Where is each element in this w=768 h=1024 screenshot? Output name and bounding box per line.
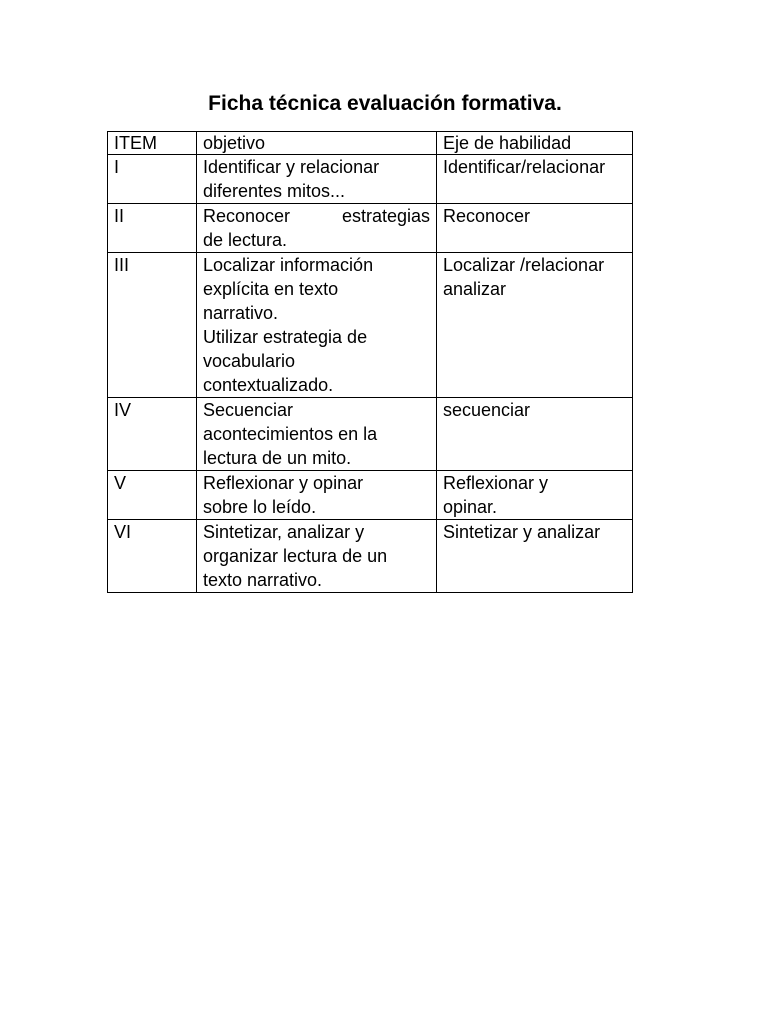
- table-row: [108, 471, 633, 520]
- item-cell: III: [108, 253, 197, 398]
- objetivo-text: Secuenciar acontecimientos en la lectura de un mito.: [203, 400, 378, 468]
- table-row: [108, 398, 633, 471]
- item-cell: II: [108, 204, 197, 253]
- objetivo-cell: [197, 204, 437, 253]
- table-row: [108, 520, 633, 593]
- objetivo-cell: [197, 155, 437, 204]
- objetivo-text-line: Reconocer estrategias: [203, 206, 430, 226]
- table-row: [108, 253, 633, 398]
- page-title: Ficha técnica evaluación formativa.: [208, 92, 562, 115]
- objetivo-cell: [197, 253, 437, 398]
- eje-cell: [437, 253, 633, 398]
- objetivo-cell: [197, 398, 437, 471]
- eje-text: secuenciar: [443, 400, 531, 420]
- header-eje-de-habilidad: Eje de habilidad: [437, 132, 633, 155]
- objetivo-cell: [197, 471, 437, 520]
- eje-cell: [437, 398, 633, 471]
- objetivo-text-line: de lectura.: [203, 230, 288, 250]
- eje-cell: [437, 155, 633, 204]
- eje-cell: [437, 471, 633, 520]
- objetivo-text: Reflexionar y opinar sobre lo leído.: [203, 473, 364, 517]
- eje-text: Reconocer: [443, 206, 531, 226]
- objetivo-text: Sintetizar, analizar y organizar lectura de un texto narrativo.: [203, 522, 388, 590]
- eje-text: Identificar/relacionar: [443, 157, 606, 177]
- eje-cell: [437, 204, 633, 253]
- evaluation-table: [107, 131, 633, 593]
- objetivo-cell: [197, 520, 437, 593]
- eje-text: Sintetizar y analizar: [443, 522, 601, 542]
- table-row: [108, 204, 633, 253]
- header-objetivo: objetivo: [197, 132, 437, 155]
- item-cell: IV: [108, 398, 197, 471]
- header-item: ITEM: [108, 132, 197, 155]
- eje-text: Localizar /relacionar analizar: [443, 255, 605, 299]
- objetivo-text: Localizar información explícita en texto narrativo. Utilizar estrategia de vocabulario contextualizado.: [203, 255, 374, 395]
- item-cell: VI: [108, 520, 197, 593]
- item-cell: I: [108, 155, 197, 204]
- table-row: [108, 155, 633, 204]
- objetivo-text: Identificar y relacionar diferentes mitos...: [203, 157, 380, 201]
- eje-text: Reflexionar y opinar.: [443, 473, 549, 517]
- table-header-row: [108, 132, 633, 155]
- item-cell: V: [108, 471, 197, 520]
- eje-cell: [437, 520, 633, 593]
